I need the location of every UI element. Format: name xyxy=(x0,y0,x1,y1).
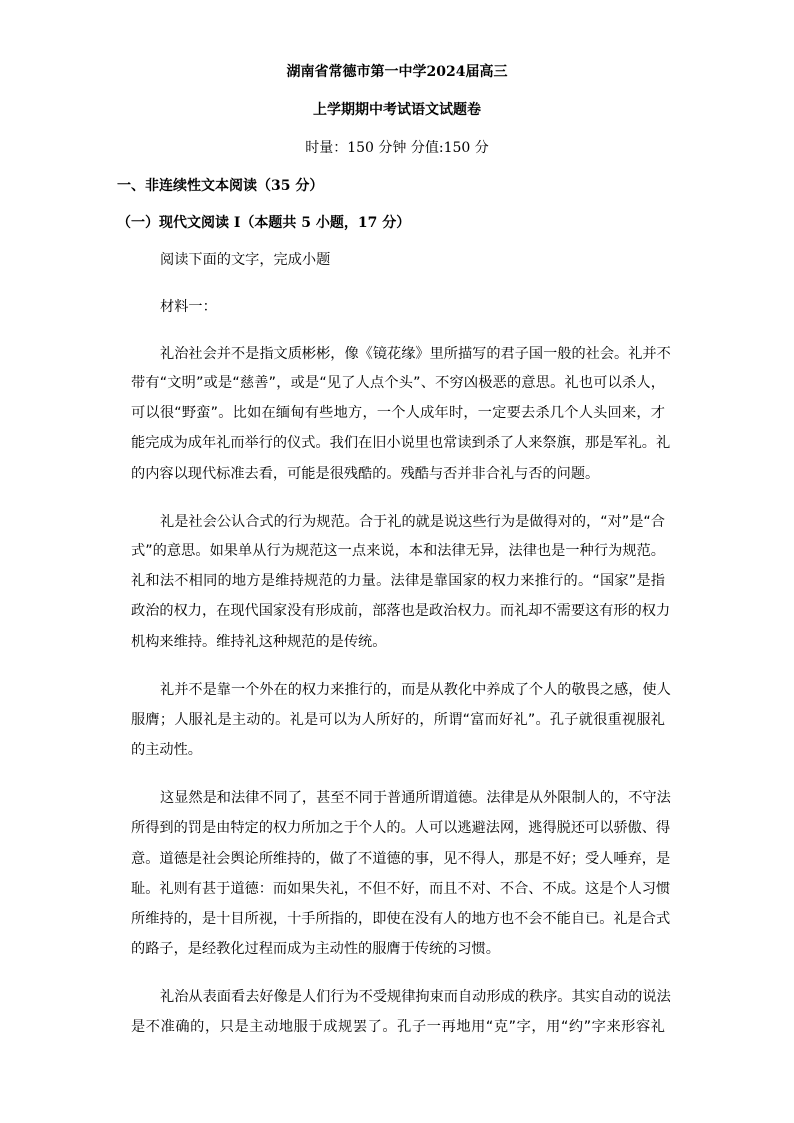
subsection-heading: （一）现代文阅读 I（本题共 5 小题，17 分） xyxy=(117,215,411,231)
paragraph-1-line: 可以很“野蛮”。比如在缅甸有些地方，一个人成年时，一定要去杀几个人头回来，才 xyxy=(131,405,665,421)
section-heading: 一、非连续性文本阅读（35 分） xyxy=(117,178,324,194)
material-label: 材料一： xyxy=(160,299,217,315)
paragraph-2-line: 政治的权力，在现代国家没有形成前，部落也是政治权力。而礼却不需要这有形的权力 xyxy=(131,603,671,619)
paragraph-1-line: 礼治社会并不是指文质彬彬，像《镜花缘》里所描写的君子国一般的社会。礼并不 xyxy=(160,346,671,362)
paragraph-1-line: 的内容以现代标准去看，可能是很残酷的。残酷与否并非合礼与否的问题。 xyxy=(131,466,600,482)
paragraph-5-line: 是不准确的，只是主动地服于成规罢了。孔子一再地用“克”字，用“约”字来形容礼 xyxy=(131,1019,665,1035)
paragraph-4-line: 耻。礼则有甚于道德：而如果失礼，不但不好，而且不对、不合、不成。这是个人习惯 xyxy=(131,881,671,897)
paragraph-3-line: 礼并不是靠一个外在的权力来推行的，而是从教化中养成了个人的敬畏之感，使人 xyxy=(160,682,671,698)
paragraph-4-line: 所得到的罚是由特定的权力所加之于个人的。人可以逃避法网，逃得脱还可以骄傲、得 xyxy=(131,820,671,836)
paragraph-1-line: 能完成为成年礼而举行的仪式。我们在旧小说里也常读到杀了人来祭旗，那是军礼。礼 xyxy=(131,435,671,451)
paragraph-2-line: 礼是社会公认合式的行为规范。合于礼的就是说这些行为是做得对的，“对”是“合 xyxy=(160,514,665,530)
paragraph-1-line: 带有“文明”或是“慈善”，或是“见了人点个头”、不穷凶极恶的意思。礼也可以杀人， xyxy=(131,375,665,391)
paragraph-2-line: 式”的意思。如果单从行为规范这一点来说，本和法律无异，法律也是一种行为规范。 xyxy=(131,543,665,559)
paragraph-2-line: 机构来维持。维持礼这种规范的是传统。 xyxy=(131,634,387,650)
paragraph-2-line: 礼和法不相同的地方是维持规范的力量。法律是靠国家的权力来推行的。“国家”是指 xyxy=(131,573,665,589)
paragraph-5-line: 礼治从表面看去好像是人们行为不受规律拘束而自动形成的秩序。其实自动的说法 xyxy=(160,989,671,1005)
paragraph-4-line: 这显然是和法律不同了，甚至不同于普通所谓道德。法律是从外限制人的，不守法 xyxy=(160,790,671,806)
paragraph-3-line: 服膺；人服礼是主动的。礼是可以为人所好的，所谓“富而好礼”。孔子就很重视服礼 xyxy=(131,712,665,728)
paragraph-4-line: 的路子，是经教化过程而成为主动性的服膺于传统的习惯。 xyxy=(131,941,500,957)
paragraph-4-line: 意。道德是社会舆论所维持的，做了不道德的事，见不得人，那是不好；受人唾弃，是 xyxy=(131,851,671,867)
reading-instruction: 阅读下面的文字，完成小题 xyxy=(160,252,331,268)
paragraph-3-line: 的主动性。 xyxy=(131,742,202,758)
paragraph-4-line: 所维持的，是十目所视，十手所指的，即使在没有人的地方也不会不能自已。礼是合式 xyxy=(131,911,671,927)
exam-title-line1: 湖南省常德市第一中学2024届高三 xyxy=(286,64,508,80)
exam-title-line2: 上学期期中考试语文试题卷 xyxy=(313,102,481,118)
exam-time-score: 时量：150 分钟 分值:150 分 xyxy=(305,140,489,156)
